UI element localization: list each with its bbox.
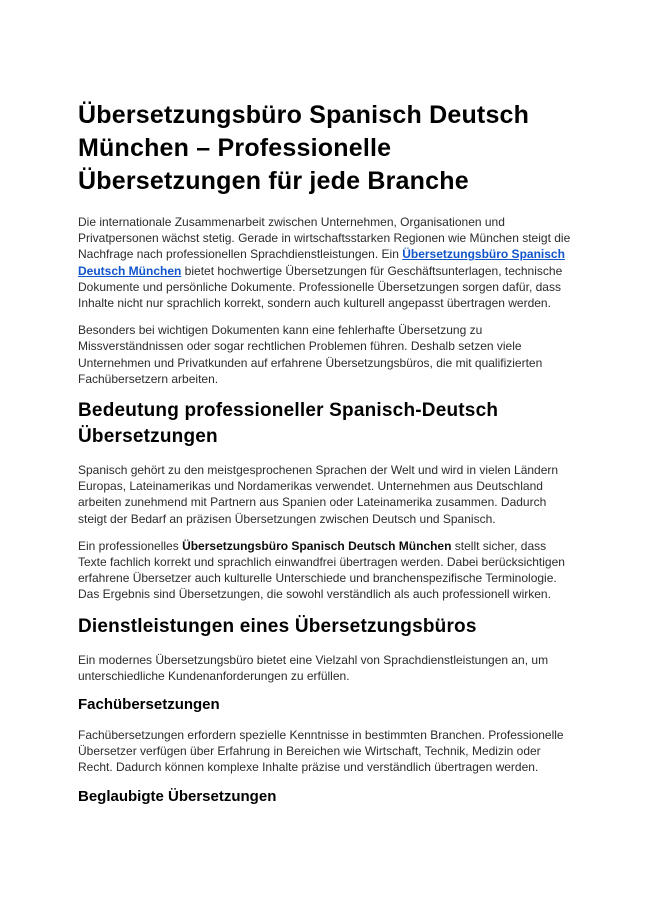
uebersetzungsbuero-spanisch-deutsch-muenchen-link[interactable]: Übersetzungsbüro Spanisch Deutsch München	[78, 247, 565, 278]
bedeutung-text-before-bold: Ein professionelles	[78, 538, 183, 553]
bedeutung-paragraph-1: Spanisch gehört zu den meistgesprochenen Sprachen der Welt und wird in vielen Ländern Europas, Lateinamerikas und Nordamerikas verwendet. Unternehmen aus Deutschland arbeiten zunehmend mit Partnern aus Spanien oder Lateinamerika zusammen. Dadurch steigt der Bedarf an präzisen Übersetzungen zwischen Deutsch und Spanisch.	[78, 463, 559, 526]
subsection-heading-fachuebersetzungen: Fachübersetzungen	[78, 696, 220, 714]
subsection-heading-beglaubigte: Beglaubigte Übersetzungen	[78, 787, 277, 805]
risk-paragraph: Besonders bei wichtigen Dokumenten kann eine fehlerhafte Übersetzung zu Missverständnissen oder sogar rechtlichen Problemen führen. Deshalb setzen viele Unternehmen und Privatkunden auf erfahrene Übersetzungsbüros, die mit qualifizierten Fachübersetzern arbeiten.	[78, 323, 543, 386]
bold-uebersetzungsbuero-text: Übersetzungsbüro Spanisch Deutsch München	[182, 538, 452, 553]
bedeutung-paragraph-2	[78, 538, 574, 603]
dienstleistungen-intro-paragraph: Ein modernes Übersetzungsbüro bietet eine Vielzahl von Sprachdienstleistungen an, um unterschiedliche Kundenanforderungen zu erfüllen.	[78, 652, 549, 683]
intro-paragraph	[78, 214, 574, 311]
fachuebersetzungen-paragraph: Fachübersetzungen erfordern spezielle Kenntnisse in bestimmten Branchen. Professionelle Übersetzer verfügen über Erfahrung in Bereichen wie Wirtschaft, Technik, Medizin oder Recht. Dadurch können komplexe Inhalte präzise und verständlich übertragen werden.	[78, 728, 564, 775]
document-title: Übersetzungsbüro Spanisch Deutsch München – Professionelle Übersetzungen für jede Branche	[78, 101, 530, 195]
intro-text-before-link: Die internationale Zusammenarbeit zwischen Unternehmen, Organisationen und Privatpersonen wächst stetig. Gerade in wirtschaftsstarken Regionen wie München steigt die Nachfrage nach professionellen Sprachdienstleistungen. Ein	[78, 215, 571, 262]
bedeutung-text-after-bold: stellt sicher, dass Texte fachlich korrekt und sprachlich einwandfrei übertragen werden. Dabei berücksichtigen erfahrene Übersetzer auch kulturelle Unterschiede und branchenspezifische Terminologie. Das Ergebnis sind Übersetzungen, die sowohl verständlich als auch professionell wirken.	[78, 538, 565, 602]
intro-text-after-link: bietet hochwertige Übersetzungen für Geschäftsunterlagen, technische Dokumente und persönliche Dokumente. Professionelle Übersetzungen sorgen dafür, dass Inhalte nicht nur sprachlich korrekt, sondern auch kulturell angepasst übertragen werden.	[78, 263, 563, 311]
section-heading-dienstleistungen: Dienstleistungen eines Übersetzungsbüros	[78, 615, 477, 637]
section-heading-bedeutung: Bedeutung professioneller Spanisch-Deutsch Übersetzungen	[78, 400, 499, 448]
